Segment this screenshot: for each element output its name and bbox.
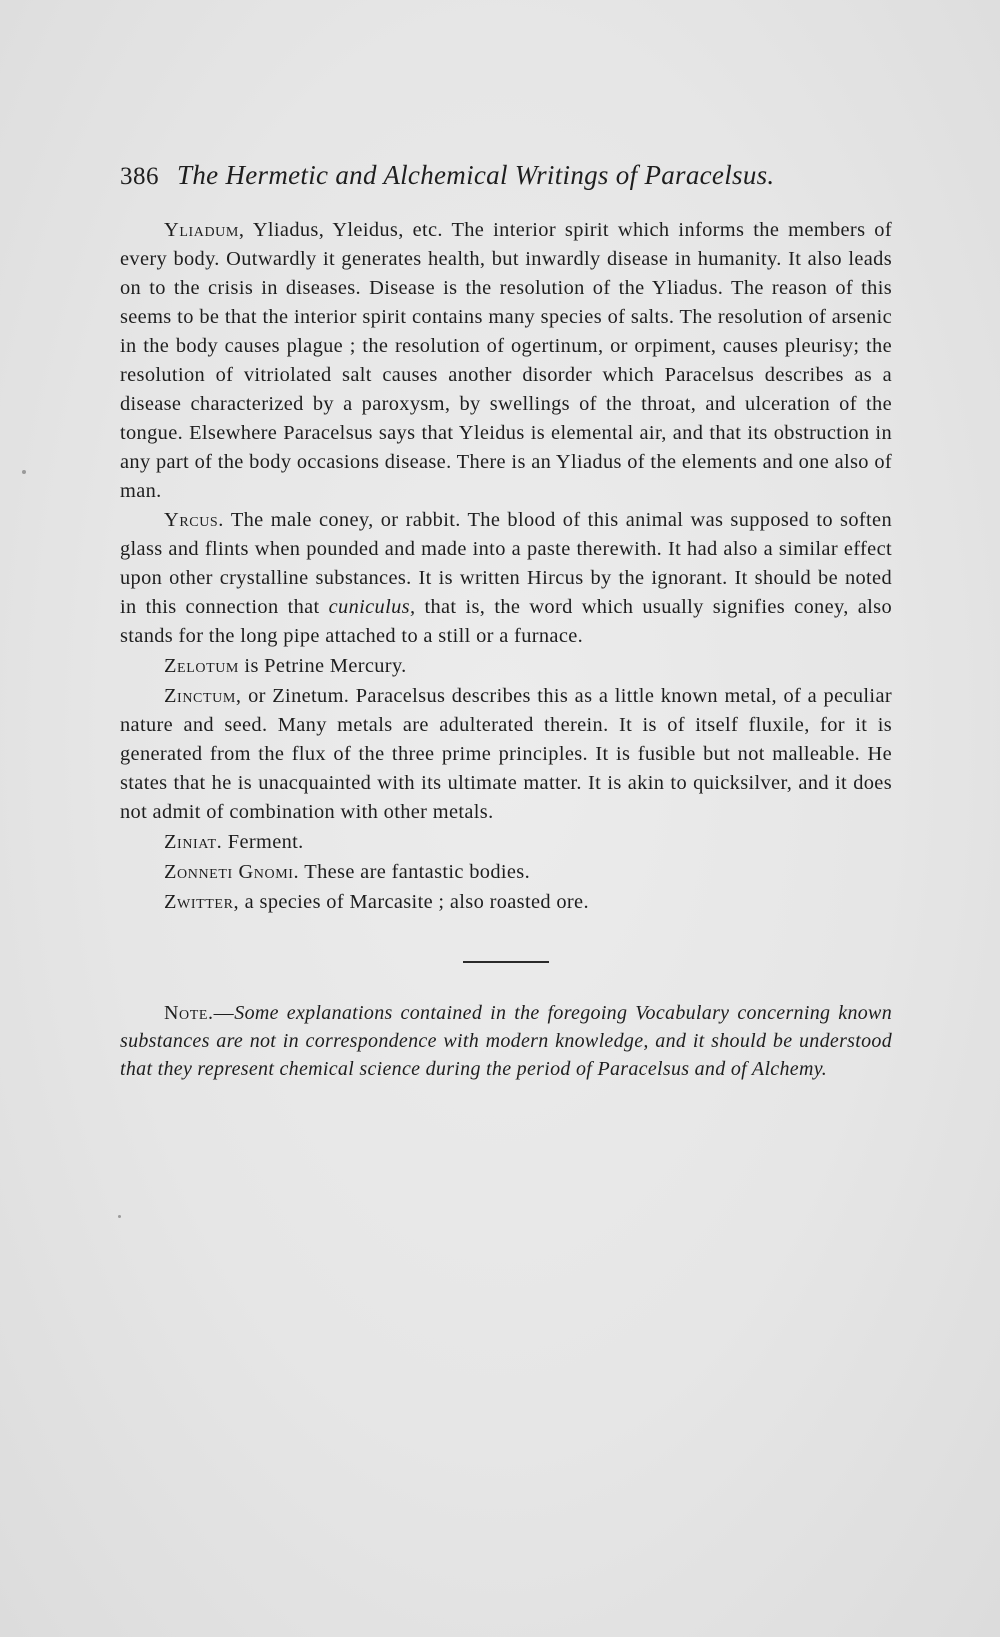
entry-text: These are fantastic bodies. — [299, 861, 531, 883]
entry-term: Zinctum, — [164, 685, 242, 707]
section-divider — [463, 961, 549, 963]
entry-text: Ferment. — [222, 831, 304, 853]
entry-text: a species of Marcasite ; also roasted ore. — [239, 891, 589, 913]
entry-text: is Petrine Mercury. — [238, 655, 407, 677]
running-title: The Hermetic and Alchemical Writings of Paracelsus. — [177, 160, 775, 190]
footnote — [120, 999, 892, 1083]
note-label: Note.— — [164, 1002, 235, 1024]
vocabulary-entries — [120, 216, 892, 917]
note-text: Some explanations contained in the foregoing Vocabulary concerning known substances are not in correspondence with modern knowledge, and it should be understood that they represent chemical science during the period of Paracelsus and of Alchemy. — [120, 1002, 892, 1080]
entry-text: that is, the word which usually signifies coney, also stands for the long pipe attached to a still or a furnace. — [120, 596, 892, 647]
entry-text: Yliadus, Yleidus, etc. The interior spirit which informs the members of every body. Outwardly it generates health, but inwardly disease in humanity. It also leads on to the crisis in diseases. Disease is the resolution of the Yliadus. The reason of this seems to be that the interior spirit contains many species of salts. The resolution of arsenic in the body causes plague ; the resolution of ogertinum, or orpiment, causes pleurisy; the resolution of vitriolated salt causes another disorder which Paracelsus describes as a disease characterized by a paroxysm, by swellings of the throat, and ulceration of the tongue. Elsewhere Paracelsus says that Yleidus is elemental air, and that its obstruction in any part of the body occasions disease. There is an Yliadus of the elements and one also of man. — [120, 219, 892, 502]
page-number: 386 — [120, 163, 159, 190]
entry-text: or Zinetum. Paracelsus describes this as a little known metal, of a peculiar nature and seed. Many metals are adulterated therein. It is of itself fluxile, for it is generated from the flux of the three prime principles. It is fusible but not malleable. He states that he is unacquainted with its ultimate matter. It is akin to quicksilver, and it does not admit of combination with other metals. — [120, 685, 892, 823]
entry-italic-word: cuniculus, — [328, 596, 416, 618]
paper-speck — [118, 1215, 121, 1218]
entry-zonneti-gnomi — [120, 858, 892, 887]
entry-zinctum — [120, 682, 892, 827]
entry-zwitter — [120, 888, 892, 917]
entry-ziniat — [120, 828, 892, 857]
paper-speck — [22, 470, 26, 474]
book-page — [120, 160, 892, 1103]
entry-yliadum — [120, 216, 892, 506]
entry-yrcus — [120, 506, 892, 651]
entry-term: Zwitter, — [164, 891, 240, 913]
entry-term: Yrcus. — [164, 509, 224, 531]
running-head — [120, 160, 892, 200]
entry-text: The male coney, or rabbit. The blood of this animal was supposed to soften glass and flints when pounded and made into a paste therewith. It had also a similar effect upon other crystalline substances. It is written Hircus by the ignorant. It should be noted in this connection that — [120, 509, 892, 618]
entry-term: Yliadum, — [164, 219, 245, 241]
entry-term: Zelotum — [164, 655, 239, 677]
entry-term: Ziniat. — [164, 831, 223, 853]
entry-zelotum — [120, 652, 892, 681]
entry-term: Zonneti Gnomi. — [164, 861, 300, 883]
